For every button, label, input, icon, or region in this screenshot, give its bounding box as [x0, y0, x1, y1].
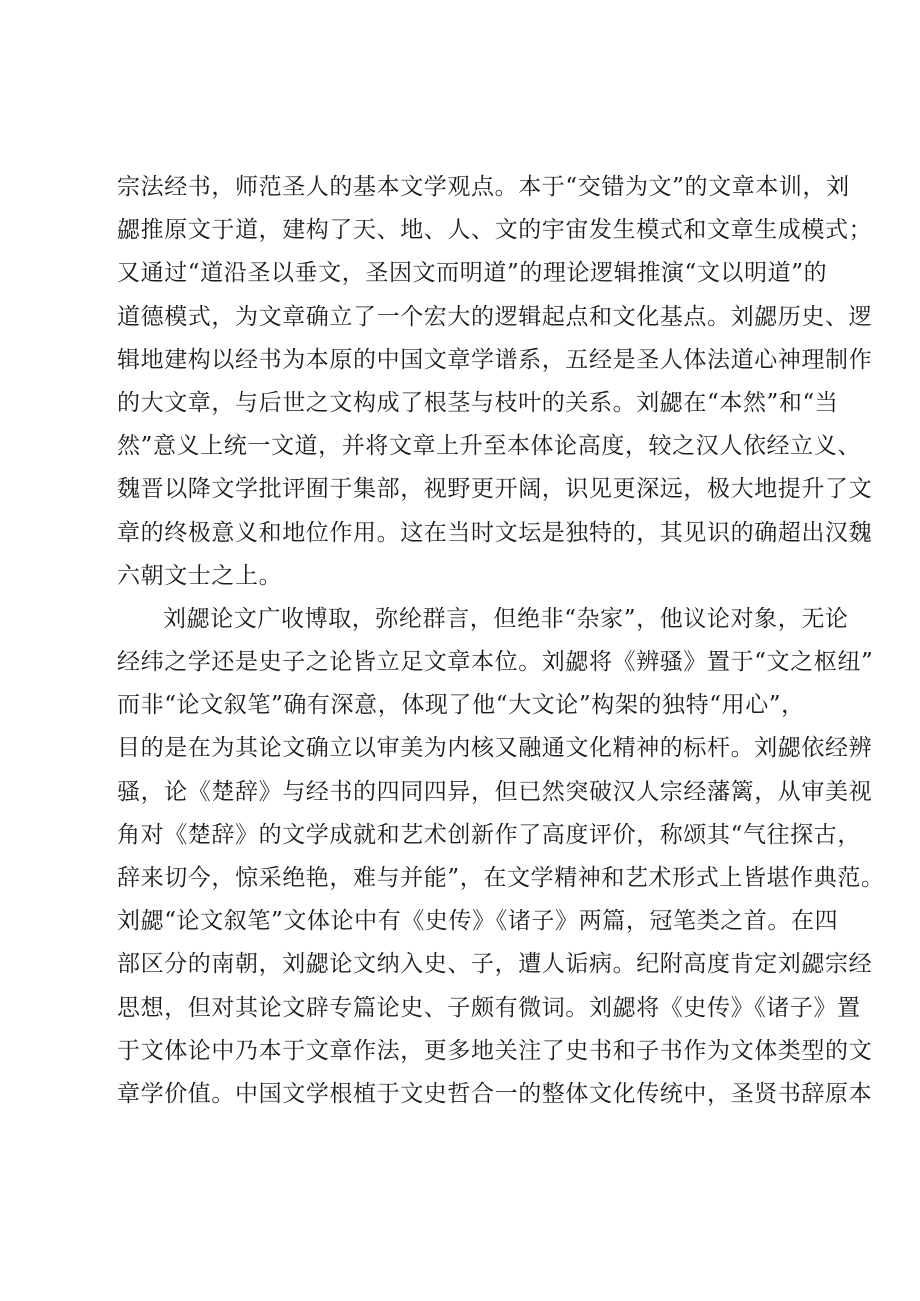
text-line: 辞来切今，惊采绝艳，难与并能”，在文学精神和艺术形式上皆堪作典范。 [117, 865, 885, 891]
text-line: 魏晋以降文学批评囿于集部，视野更开阔，识见更深远，极大地提升了文 [117, 476, 873, 503]
text-line: 勰推原文于道，建构了天、地、人、文的宇宙发生模式和文章生成模式； [117, 217, 873, 244]
text-line: 角对《楚辞》的文学成就和艺术创新作了高度评价，称颂其“气往探古， [117, 821, 861, 848]
text-line: 刘勰“论文叙笔”文体论中有《史传》《诸子》两篇，冠笔类之首。在四 [117, 908, 839, 935]
text-line: 的大文章，与后世之文构成了根茎与枝叶的关系。刘勰在“本然”和“当 [117, 389, 839, 416]
paragraph-first-line: 刘勰论文广收博取，弥纶群言，但绝非“杂家”，他议论对象，无论 [163, 605, 849, 632]
text-line: 于文体论中乃本于文章作法，更多地关注了史书和子书作为文体类型的文 [117, 1037, 873, 1064]
body-text [117, 166, 885, 1116]
text-line: 而非“论文叙笔”确有深意，体现了他“大文论”构架的独特“用心”， [117, 692, 805, 719]
text-line: 宗法经书，师范圣人的基本文学观点。本于“交错为文”的文章本训，刘 [117, 174, 850, 200]
text-line: 章的终极意义和地位作用。这在当时文坛是独特的，其见识的确超出汉魏 [117, 519, 873, 546]
text-line: 部区分的南朝，刘勰论文纳入史、子，遭人诟病。纪附高度肯定刘勰宗经 [117, 951, 873, 978]
text-line: 道德模式，为文章确立了一个宏大的逻辑起点和文化基点。刘勰历史、逻 [117, 303, 873, 330]
text-line: 辑地建构以经书为本原的中国文章学谱系，五经是圣人体法道心神理制作 [117, 346, 873, 373]
text-line: 章学价值。中国文学根植于文史哲合一的整体文化传统中，圣贤书辞原本 [117, 1080, 873, 1107]
text-line: 然”意义上统一文道，并将文章上升至本体论高度，较之汉人依经立义、 [117, 433, 861, 460]
text-line: 骚，论《楚辞》与经书的四同四异，但已然突破汉人宗经藩篱，从审美视 [117, 778, 873, 805]
text-line: 六朝文士之上。 [117, 562, 283, 589]
text-line: 目的是在为其论文确立以审美为内核又融通文化精神的标杆。刘勰依经辨 [117, 735, 873, 762]
text-line: 经纬之学还是史子之论皆立足文章本位。刘勰将《辨骚》置于“文之枢纽” [117, 649, 874, 676]
text-line: 思想，但对其论文辟专篇论史、子颇有微词。刘勰将《史传》《诸子》置 [117, 994, 861, 1021]
text-line: 又通过“道沿圣以垂文，圣因文而明道”的理论逻辑推演“文以明道”的 [117, 260, 828, 287]
